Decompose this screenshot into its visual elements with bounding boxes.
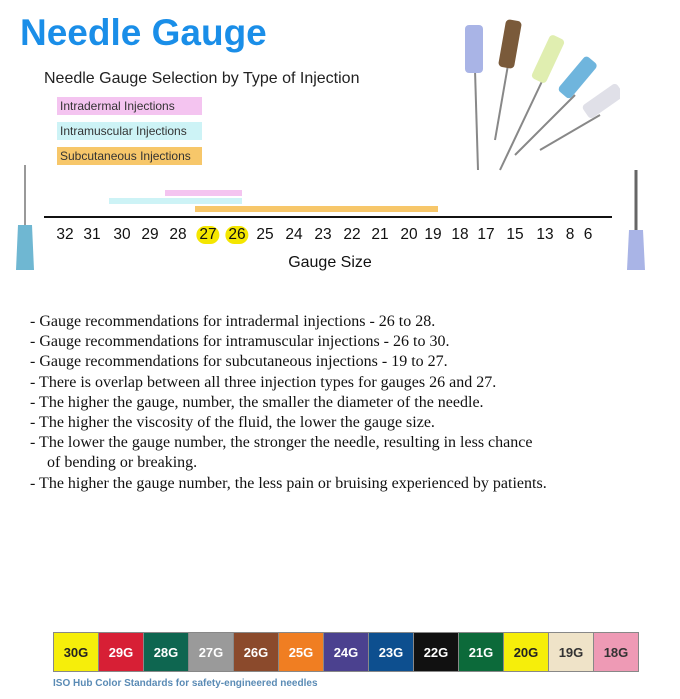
notes-list [30, 312, 547, 494]
tick-30: 30 [113, 226, 131, 243]
legend-intradermal: Intradermal Injections [57, 97, 202, 115]
hub-color-23g: 23G [369, 633, 414, 671]
page-title: Needle Gauge [20, 12, 267, 53]
chart-subtitle: Needle Gauge Selection by Type of Injection [44, 70, 360, 87]
hub-color-strip [53, 632, 639, 672]
tick-6: 6 [583, 226, 593, 243]
tick-28: 28 [169, 226, 187, 243]
tick-21: 21 [371, 226, 389, 243]
tick-18: 18 [451, 226, 469, 243]
tick-22: 22 [343, 226, 361, 243]
legend-intramuscular: Intramuscular Injections [57, 122, 202, 140]
hub-color-27g: 27G [189, 633, 234, 671]
note-item: - There is overlap between all three injection types for gauges 26 and 27. [30, 373, 497, 391]
hub-color-18g: 18G [594, 633, 638, 671]
note-item: - The higher the viscosity of the fluid, the lower the gauge size. [30, 414, 435, 432]
note-item: - Gauge recommendations for intradermal injections - 26 to 28. [30, 313, 436, 330]
tick-31: 31 [83, 226, 101, 243]
hub-color-19g: 19G [549, 633, 594, 671]
hub-color-30g: 30G [54, 633, 99, 671]
tick-27: 27 [196, 226, 219, 244]
needles-illustration-icon [440, 10, 620, 180]
note-item: - Gauge recommendations for intramuscular injections - 26 to 30. [30, 333, 450, 351]
range-bar-subcutaneous [195, 206, 438, 212]
note-item: - Gauge recommendations for subcutaneous injections - 19 to 27. [30, 353, 448, 371]
gauge-axis-line [44, 216, 612, 218]
tick-29: 29 [141, 226, 159, 243]
hub-color-21g: 21G [459, 633, 504, 671]
tick-13: 13 [536, 226, 554, 243]
hub-color-20g: 20G [504, 633, 549, 671]
range-bar-intramuscular [109, 198, 242, 204]
legend-subcutaneous: Subcutaneous Injections [57, 147, 202, 165]
tick-8: 8 [565, 226, 575, 243]
hub-color-22g: 22G [414, 633, 459, 671]
tick-17: 17 [477, 226, 495, 243]
tick-23: 23 [314, 226, 332, 243]
tick-25: 25 [256, 226, 274, 243]
note-item: of bending or breaking. [47, 454, 198, 472]
tick-32: 32 [56, 226, 74, 243]
axis-label: Gauge Size [288, 254, 372, 271]
hub-color-caption: ISO Hub Color Standards for safety-engineered needles [53, 678, 318, 689]
tick-24: 24 [285, 226, 303, 243]
hub-color-28g: 28G [144, 633, 189, 671]
tick-19: 19 [424, 226, 442, 243]
range-bar-intradermal [165, 190, 242, 196]
hub-color-26g: 26G [234, 633, 279, 671]
note-item: - The higher the gauge, number, the smaller the diameter of the needle. [30, 393, 484, 411]
hub-color-25g: 25G [279, 633, 324, 671]
tick-20: 20 [400, 226, 418, 243]
hub-color-29g: 29G [99, 633, 144, 671]
tick-26: 26 [225, 226, 248, 244]
note-item: - The higher the gauge number, the less pain or bruising experienced by patients. [30, 474, 547, 492]
hub-color-24g: 24G [324, 633, 369, 671]
tick-15: 15 [506, 226, 524, 243]
note-item: - The lower the gauge number, the stronger the needle, resulting in less chance [30, 434, 533, 452]
